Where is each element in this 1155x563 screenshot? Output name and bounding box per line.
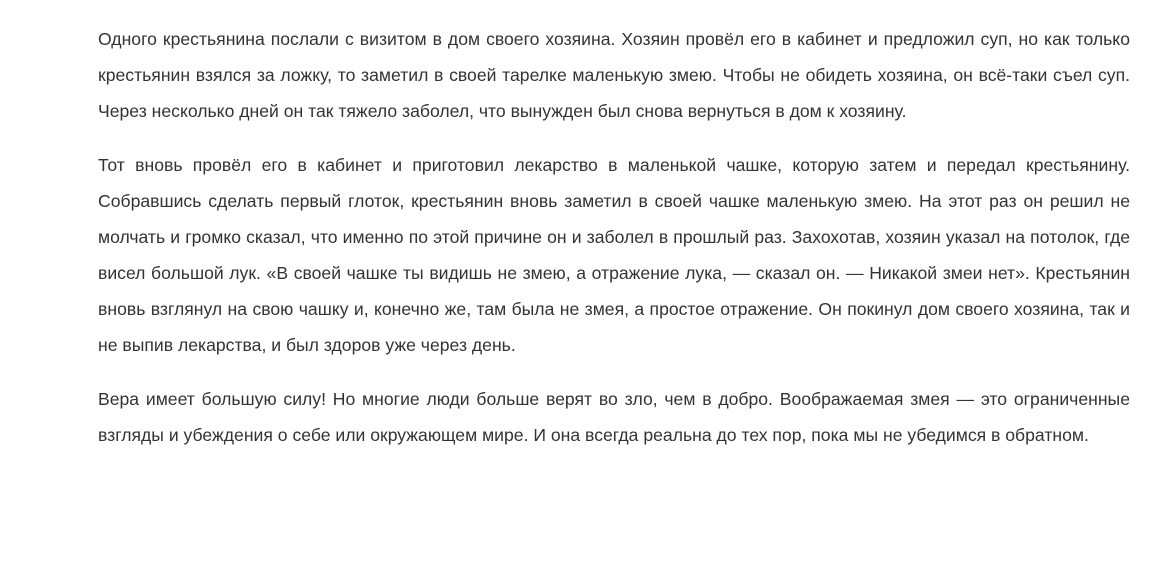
paragraph-1: Одного крестьянина послали с визитом в дом своего хозяина. Хозяин провёл его в кабинет и предложил суп, но как только крестьянин взялся за ложку, то заметил в своей тарелке маленькую змею. Чтобы не обидеть хозяина, он всё-таки съел суп. Через несколько дней он так тяжело заболел, что вынужден был снова вернуться в дом к хозяину. (98, 29, 1130, 121)
paragraph-3: Вера имеет большую силу! Но многие люди больше верят во зло, чем в добро. Воображаемая змея — это ограниченные взгляды и убеждения о себе или окружающем мире. И она всегда реальна до тех пор, пока мы не убедимся в обратном. (98, 389, 1130, 445)
article-body (98, 21, 1130, 453)
paragraph-2: Тот вновь провёл его в кабинет и приготовил лекарство в маленькой чашке, которую затем и передал крестьянину. Собравшись сделать первый глоток, крестьянин вновь заметил в своей чашке маленькую змею. На этот раз он решил не молчать и громко сказал, что именно по этой причине он и заболел в прошлый раз. Захохотав, хозяин указал на потолок, где висел большой лук. «В своей чашке ты видишь не змею, а отражение лука, — сказал он. — Никакой змеи нет». Крестьянин вновь взглянул на свою чашку и, конечно же, там была не змея, а простое отражение. Он покинул дом своего хозяина, так и не выпив лекарства, и был здоров уже через день. (98, 155, 1130, 355)
